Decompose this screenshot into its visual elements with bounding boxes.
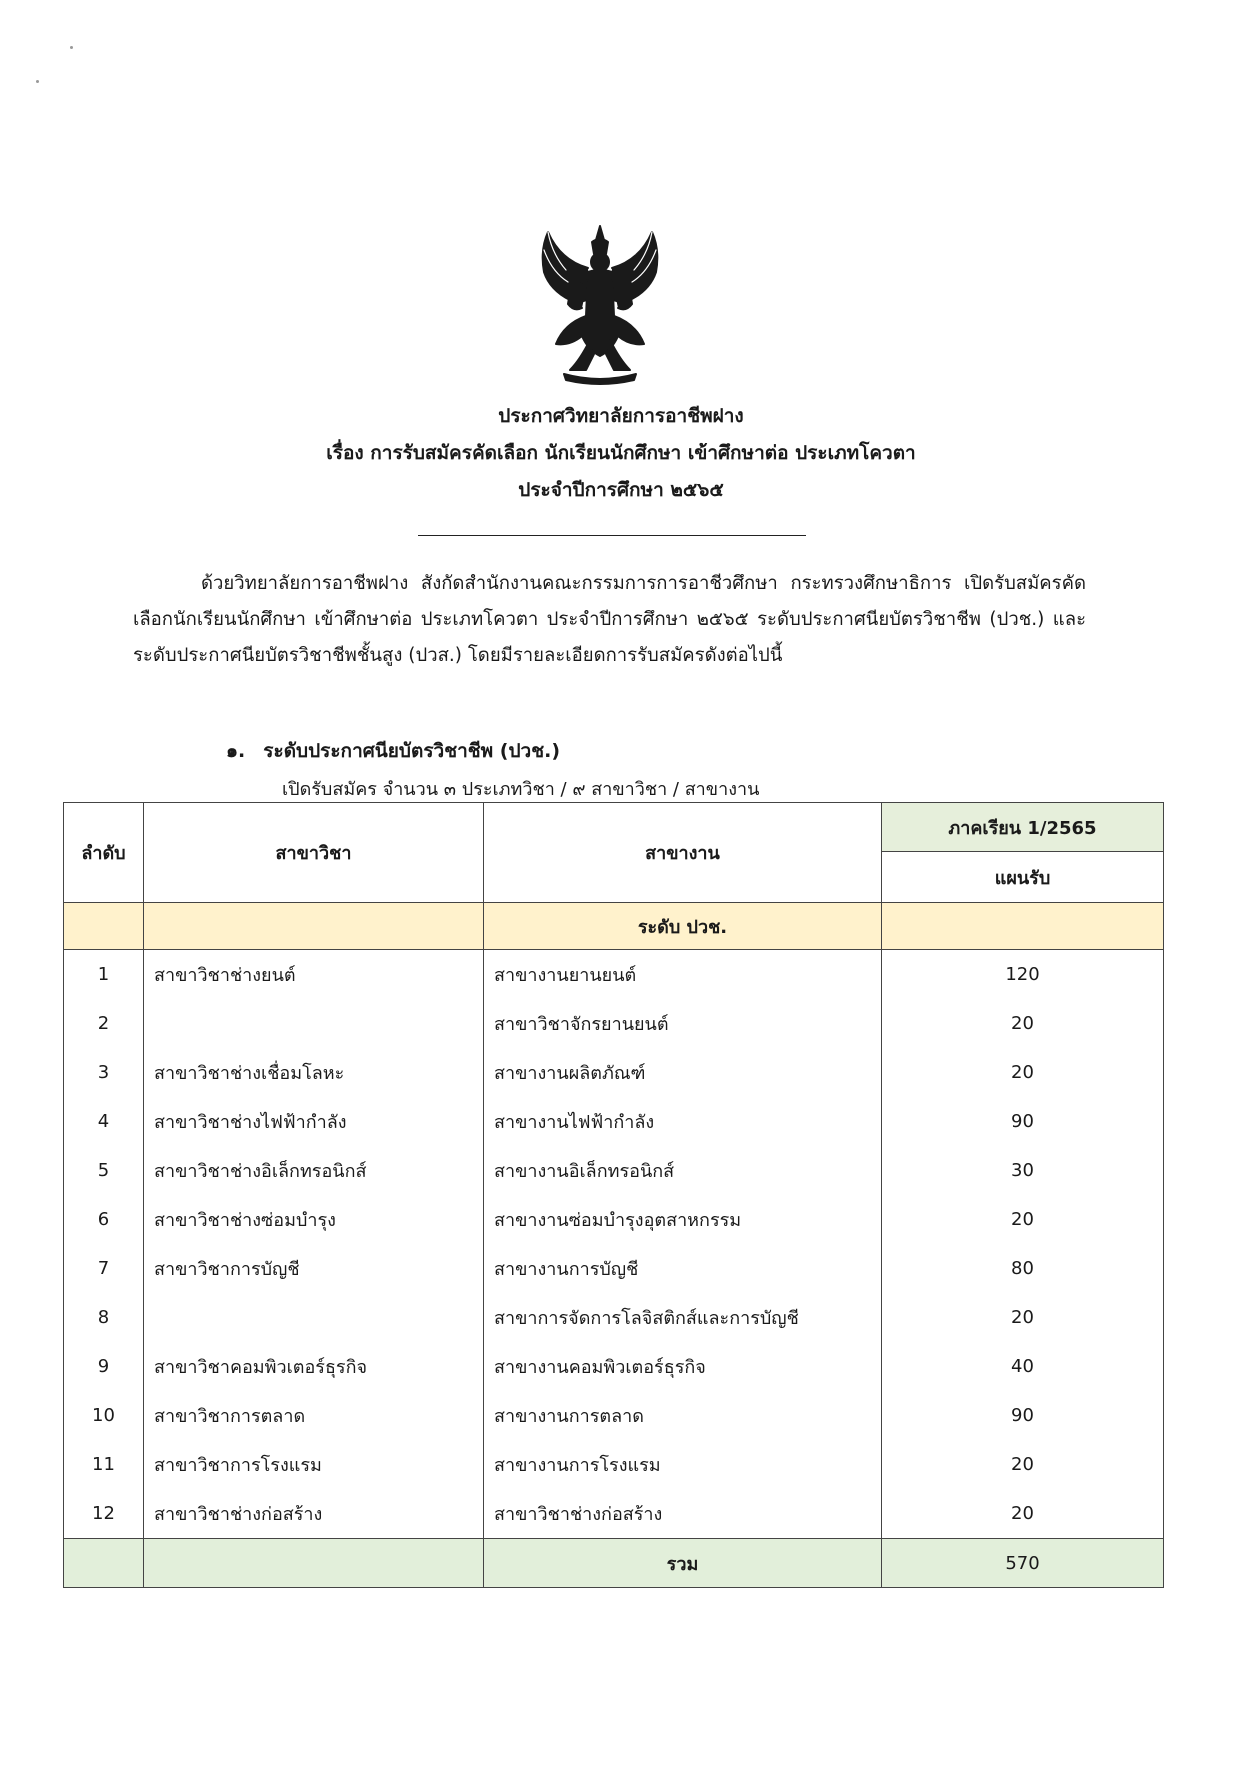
row-no: 10	[64, 1391, 144, 1440]
row-no: 8	[64, 1293, 144, 1342]
title-line-3: ประจำปีการศึกษา ๒๕๖๕	[518, 479, 724, 501]
row-plan: 120	[882, 950, 1164, 1000]
row-no: 2	[64, 999, 144, 1048]
row-major: สาขางานซ่อมบำรุงอุตสาหกรรม	[484, 1195, 882, 1244]
row-major: สาขางานอิเล็กทรอนิกส์	[484, 1146, 882, 1195]
row-field: สาขาวิชาช่างก่อสร้าง	[144, 1489, 484, 1539]
row-field: สาขาวิชาการตลาด	[144, 1391, 484, 1440]
table-row	[64, 1440, 1164, 1489]
row-field: สาขาวิชาช่างอิเล็กทรอนิกส์	[144, 1146, 484, 1195]
level-row	[64, 903, 1164, 950]
row-major: สาขางานคอมพิวเตอร์ธุรกิจ	[484, 1342, 882, 1391]
row-field	[144, 999, 484, 1048]
row-field: สาขาวิชาช่างซ่อมบำรุง	[144, 1195, 484, 1244]
table-row	[64, 1342, 1164, 1391]
table-row	[64, 1244, 1164, 1293]
header-semester: ภาคเรียน 1/2565	[882, 803, 1164, 852]
row-major: สาขางานการตลาด	[484, 1391, 882, 1440]
row-major: สาขางานการบัญชี	[484, 1244, 882, 1293]
level-label: ระดับ ปวช.	[484, 903, 882, 950]
row-field: สาขาวิชาการโรงแรม	[144, 1440, 484, 1489]
row-no: 4	[64, 1097, 144, 1146]
row-plan: 40	[882, 1342, 1164, 1391]
row-major: สาขางานไฟฟ้ากำลัง	[484, 1097, 882, 1146]
section-subheading: เปิดรับสมัคร จำนวน ๓ ประเภทวิชา / ๙ สาขาวิชา / สาขางาน	[282, 779, 760, 800]
row-plan: 20	[882, 1293, 1164, 1342]
total-row	[64, 1539, 1164, 1588]
row-major: สาขางานผลิตภัณฑ์	[484, 1048, 882, 1097]
row-field: สาขาวิชาคอมพิวเตอร์ธุรกิจ	[144, 1342, 484, 1391]
row-plan: 20	[882, 1195, 1164, 1244]
table-row	[64, 999, 1164, 1048]
row-no: 3	[64, 1048, 144, 1097]
announcement-title	[0, 398, 1242, 509]
row-plan: 20	[882, 1048, 1164, 1097]
total-cell-empty	[144, 1539, 484, 1588]
row-no: 7	[64, 1244, 144, 1293]
header-no: ลำดับ	[64, 803, 144, 903]
table-header-row	[64, 803, 1164, 852]
row-major: สาขาการจัดการโลจิสติกส์และการบัญชี	[484, 1293, 882, 1342]
section-number: ๑.	[226, 740, 246, 762]
row-major: สาขาวิชาจักรยานยนต์	[484, 999, 882, 1048]
table-row	[64, 1489, 1164, 1539]
level-cell-empty	[144, 903, 484, 950]
garuda-emblem-icon	[530, 220, 670, 390]
row-plan: 20	[882, 1440, 1164, 1489]
row-plan: 20	[882, 999, 1164, 1048]
row-no: 5	[64, 1146, 144, 1195]
level-cell-empty	[64, 903, 144, 950]
row-plan: 90	[882, 1391, 1164, 1440]
total-cell-empty	[64, 1539, 144, 1588]
row-no: 11	[64, 1440, 144, 1489]
table-row	[64, 1048, 1164, 1097]
row-major: สาขางานการโรงแรม	[484, 1440, 882, 1489]
table-row	[64, 1195, 1164, 1244]
row-no: 6	[64, 1195, 144, 1244]
table-row	[64, 1391, 1164, 1440]
title-divider	[418, 535, 806, 536]
row-major: สาขางานยานยนต์	[484, 950, 882, 1000]
header-plan: แผนรับ	[882, 852, 1164, 903]
intro-paragraph: ด้วยวิทยาลัยการอาชีพฝาง สังกัดสำนักงานคณะกรรมการการอาชีวศึกษา กระทรวงศึกษาธิการ เปิดรับสมัครคัดเลือกนักเรียนนักศึกษา เข้าศึกษาต่อ ประเภทโควตา ประจำปีการศึกษา ๒๕๖๕ ระดับประกาศนียบัตรวิชาชีพ (ปวช.) และระดับประกาศนียบัตรวิชาชีพชั้นสูง (ปวส.) โดยมีรายละเอียดการรับสมัครดังต่อไปนี้	[133, 573, 1086, 666]
header-major: สาขางาน	[484, 803, 882, 903]
title-line-1: ประกาศวิทยาลัยการอาชีพฝาง	[498, 405, 744, 427]
section-heading	[226, 736, 560, 766]
table-row	[64, 950, 1164, 1000]
row-major: สาขาวิชาช่างก่อสร้าง	[484, 1489, 882, 1539]
total-value: 570	[882, 1539, 1164, 1588]
row-field: สาขาวิชาช่างเชื่อมโลหะ	[144, 1048, 484, 1097]
table-row	[64, 1097, 1164, 1146]
row-plan: 20	[882, 1489, 1164, 1539]
row-no: 1	[64, 950, 144, 1000]
scan-speck	[70, 46, 73, 49]
header-field: สาขาวิชา	[144, 803, 484, 903]
total-label: รวม	[484, 1539, 882, 1588]
table-row	[64, 1293, 1164, 1342]
level-cell-empty	[882, 903, 1164, 950]
title-line-2: เรื่อง การรับสมัครคัดเลือก นักเรียนนักศึกษา เข้าศึกษาต่อ ประเภทโควตา	[326, 442, 916, 464]
row-field: สาขาวิชาช่างยนต์	[144, 950, 484, 1000]
row-field: สาขาวิชาช่างไฟฟ้ากำลัง	[144, 1097, 484, 1146]
row-field: สาขาวิชาการบัญชี	[144, 1244, 484, 1293]
section-heading-text: ระดับประกาศนียบัตรวิชาชีพ (ปวช.)	[263, 740, 560, 762]
row-field	[144, 1293, 484, 1342]
scan-speck	[36, 80, 39, 83]
quota-table	[63, 802, 1164, 1588]
table-row	[64, 1146, 1164, 1195]
row-no: 9	[64, 1342, 144, 1391]
row-plan: 90	[882, 1097, 1164, 1146]
row-plan: 80	[882, 1244, 1164, 1293]
row-no: 12	[64, 1489, 144, 1539]
row-plan: 30	[882, 1146, 1164, 1195]
